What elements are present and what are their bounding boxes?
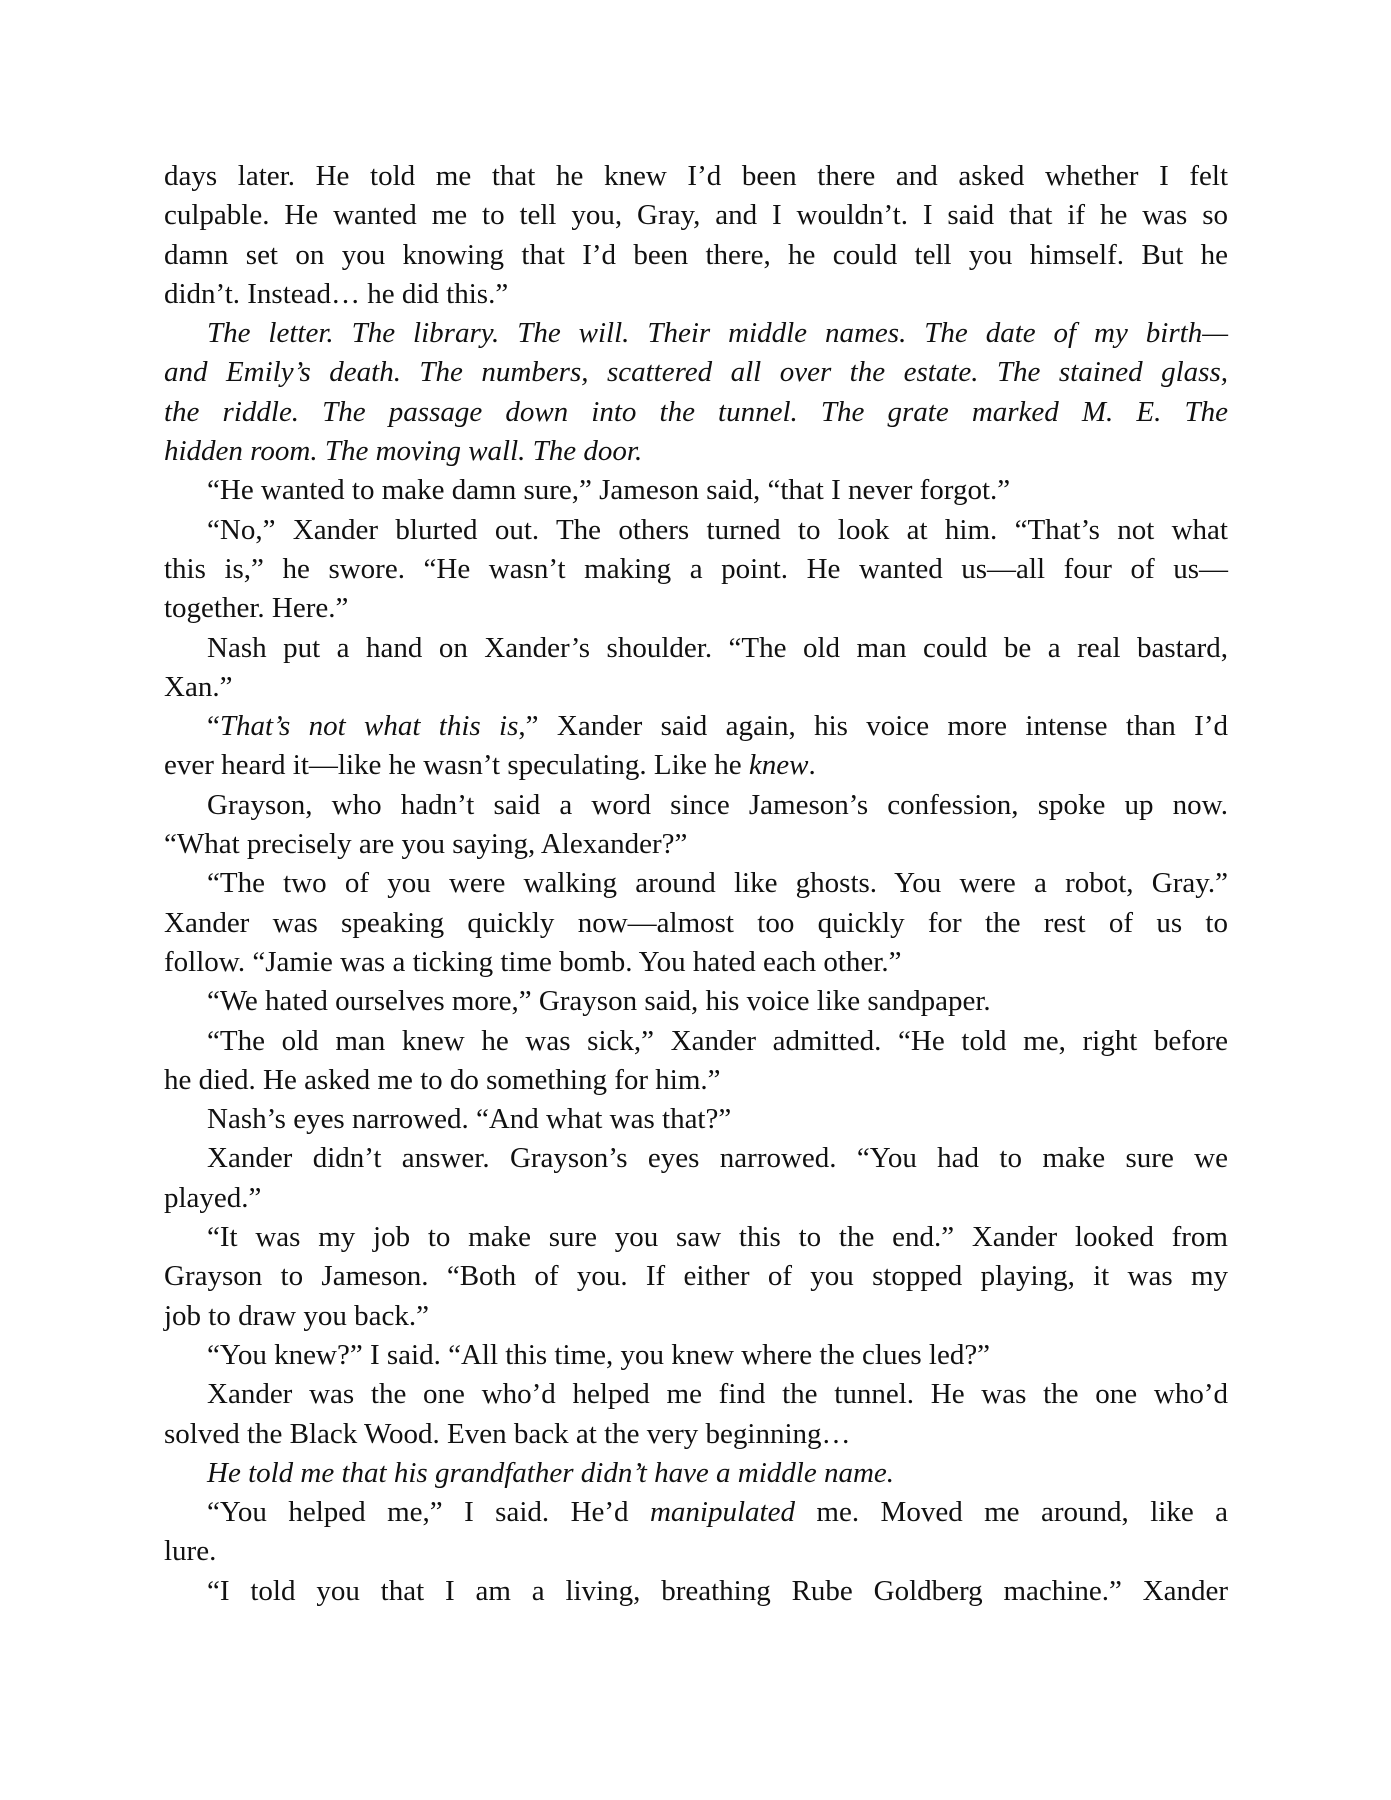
text-line — [164, 196, 1228, 235]
paragraph — [164, 707, 1228, 786]
paragraph — [164, 786, 1228, 865]
text-run: this is,” he swore. “He wasn’t making a point. He wanted us—all four of us— — [164, 552, 1228, 585]
text-run: damn set on you knowing that I’d been there, he could tell you himself. But he — [164, 238, 1228, 271]
italic-text: and Emily’s death. The numbers, scattered all over the estate. The stained glass, — [164, 356, 1228, 389]
text-run: “You knew?” I said. “All this time, you knew where the clues led?” — [207, 1338, 991, 1371]
text-line — [164, 353, 1228, 392]
text-run: Grayson to Jameson. “Both of you. If either of you stopped playing, it was my — [164, 1260, 1228, 1293]
text-line — [164, 1257, 1228, 1296]
text-line — [164, 1022, 1228, 1061]
paragraph — [164, 1022, 1228, 1101]
text-run: “No,” Xander blurted out. The others turned to look at him. “That’s not what — [207, 513, 1228, 546]
text-line — [164, 1179, 1228, 1218]
text-run: Nash put a hand on Xander’s shoulder. “The old man could be a real bastard, — [207, 631, 1228, 664]
text-run: . — [808, 749, 816, 782]
italic-text: hidden room. The moving wall. The door. — [164, 435, 643, 468]
text-line — [164, 825, 1228, 864]
text-line — [164, 236, 1228, 275]
text-run: “You helped me,” I said. He’d — [207, 1496, 650, 1529]
paragraph — [164, 1139, 1228, 1218]
text-run: lure. — [164, 1535, 217, 1568]
paragraph — [164, 1375, 1228, 1454]
paragraph — [164, 1100, 1228, 1139]
text-line — [164, 1139, 1228, 1178]
text-line — [164, 511, 1228, 550]
text-run: ever heard it—like he wasn’t speculating. Like he — [164, 749, 749, 782]
text-run: ,” Xander said again, his voice more intense than I’d — [518, 710, 1228, 743]
paragraph — [164, 629, 1228, 708]
italic-text: That’s not what this is — [219, 710, 519, 743]
text-line — [164, 314, 1228, 353]
italic-text: manipulated — [649, 1496, 795, 1529]
text-line — [164, 1493, 1228, 1532]
text-line — [164, 1454, 1228, 1493]
text-run: Grayson, who hadn’t said a word since Jameson’s confession, spoke up now. — [207, 788, 1228, 821]
text-line — [164, 1061, 1228, 1100]
text-line — [164, 432, 1228, 471]
text-line — [164, 904, 1228, 943]
text-line — [164, 1572, 1228, 1611]
text-run: me. Moved me around, like a — [794, 1496, 1229, 1529]
text-line — [164, 1297, 1228, 1336]
text-run: played.” — [164, 1181, 262, 1214]
text-run: “ — [207, 710, 220, 743]
text-line — [164, 393, 1228, 432]
text-run: solved the Black Wood. Even back at the very beginning… — [164, 1417, 851, 1450]
italic-text: The letter. The library. The will. Their middle names. The date of my birth— — [207, 317, 1228, 350]
paragraph — [164, 1336, 1228, 1375]
book-page-text — [164, 157, 1228, 1611]
paragraph — [164, 982, 1228, 1021]
paragraph — [164, 1454, 1228, 1493]
paragraph — [164, 1572, 1228, 1611]
italic-text: He told me that his grandfather didn’t have a middle name. — [207, 1456, 895, 1489]
text-line — [164, 982, 1228, 1021]
text-line — [164, 1532, 1228, 1571]
text-run: Xander was speaking quickly now—almost too quickly for the rest of us to — [164, 906, 1228, 939]
text-line — [164, 1218, 1228, 1257]
text-run: Nash’s eyes narrowed. “And what was that?” — [207, 1103, 732, 1136]
text-run: “We hated ourselves more,” Grayson said, his voice like sandpaper. — [207, 985, 991, 1018]
text-line — [164, 1336, 1228, 1375]
text-run: “He wanted to make damn sure,” Jameson said, “that I never forgot.” — [207, 474, 1011, 507]
text-run: didn’t. Instead… he did this.” — [164, 277, 509, 310]
text-line — [164, 275, 1228, 314]
text-run: days later. He told me that he knew I’d been there and asked whether I felt — [164, 160, 1228, 192]
text-run: he died. He asked me to do something for him.” — [164, 1063, 721, 1096]
text-run: culpable. He wanted me to tell you, Gray, and I wouldn’t. I said that if he was so — [164, 199, 1228, 232]
paragraph — [164, 1218, 1228, 1336]
text-line — [164, 746, 1228, 785]
text-line — [164, 471, 1228, 510]
italic-text: knew — [748, 749, 809, 782]
paragraph — [164, 471, 1228, 510]
paragraph — [164, 864, 1228, 982]
text-run: together. Here.” — [164, 592, 349, 625]
text-run: follow. “Jamie was a ticking time bomb. You hated each other.” — [164, 945, 902, 978]
text-line — [164, 943, 1228, 982]
text-run: job to draw you back.” — [164, 1299, 429, 1332]
paragraph — [164, 157, 1228, 314]
text-run: “The old man knew he was sick,” Xander admitted. “He told me, right before — [207, 1024, 1228, 1057]
text-run: “What precisely are you saying, Alexander?” — [164, 828, 688, 861]
text-run: Xan.” — [164, 670, 233, 703]
text-line — [164, 1415, 1228, 1454]
text-run: “It was my job to make sure you saw this to the end.” Xander looked from — [207, 1221, 1228, 1254]
text-run: Xander didn’t answer. Grayson’s eyes narrowed. “You had to make sure we — [207, 1142, 1228, 1175]
text-line — [164, 668, 1228, 707]
text-line — [164, 157, 1228, 196]
paragraph — [164, 314, 1228, 471]
text-run: “I told you that I am a living, breathing Rube Goldberg machine.” Xander — [207, 1574, 1228, 1607]
text-line — [164, 550, 1228, 589]
text-run: “The two of you were walking around like ghosts. You were a robot, Gray.” — [207, 867, 1228, 900]
text-line — [164, 864, 1228, 903]
text-line — [164, 786, 1228, 825]
text-line — [164, 1100, 1228, 1139]
italic-text: the riddle. The passage down into the tunnel. The grate marked M. E. The — [164, 395, 1228, 428]
text-run: Xander was the one who’d helped me find the tunnel. He was the one who’d — [207, 1378, 1228, 1411]
text-line — [164, 629, 1228, 668]
paragraph — [164, 511, 1228, 629]
text-line — [164, 707, 1228, 746]
text-line — [164, 589, 1228, 628]
paragraph — [164, 1493, 1228, 1572]
text-line — [164, 1375, 1228, 1414]
